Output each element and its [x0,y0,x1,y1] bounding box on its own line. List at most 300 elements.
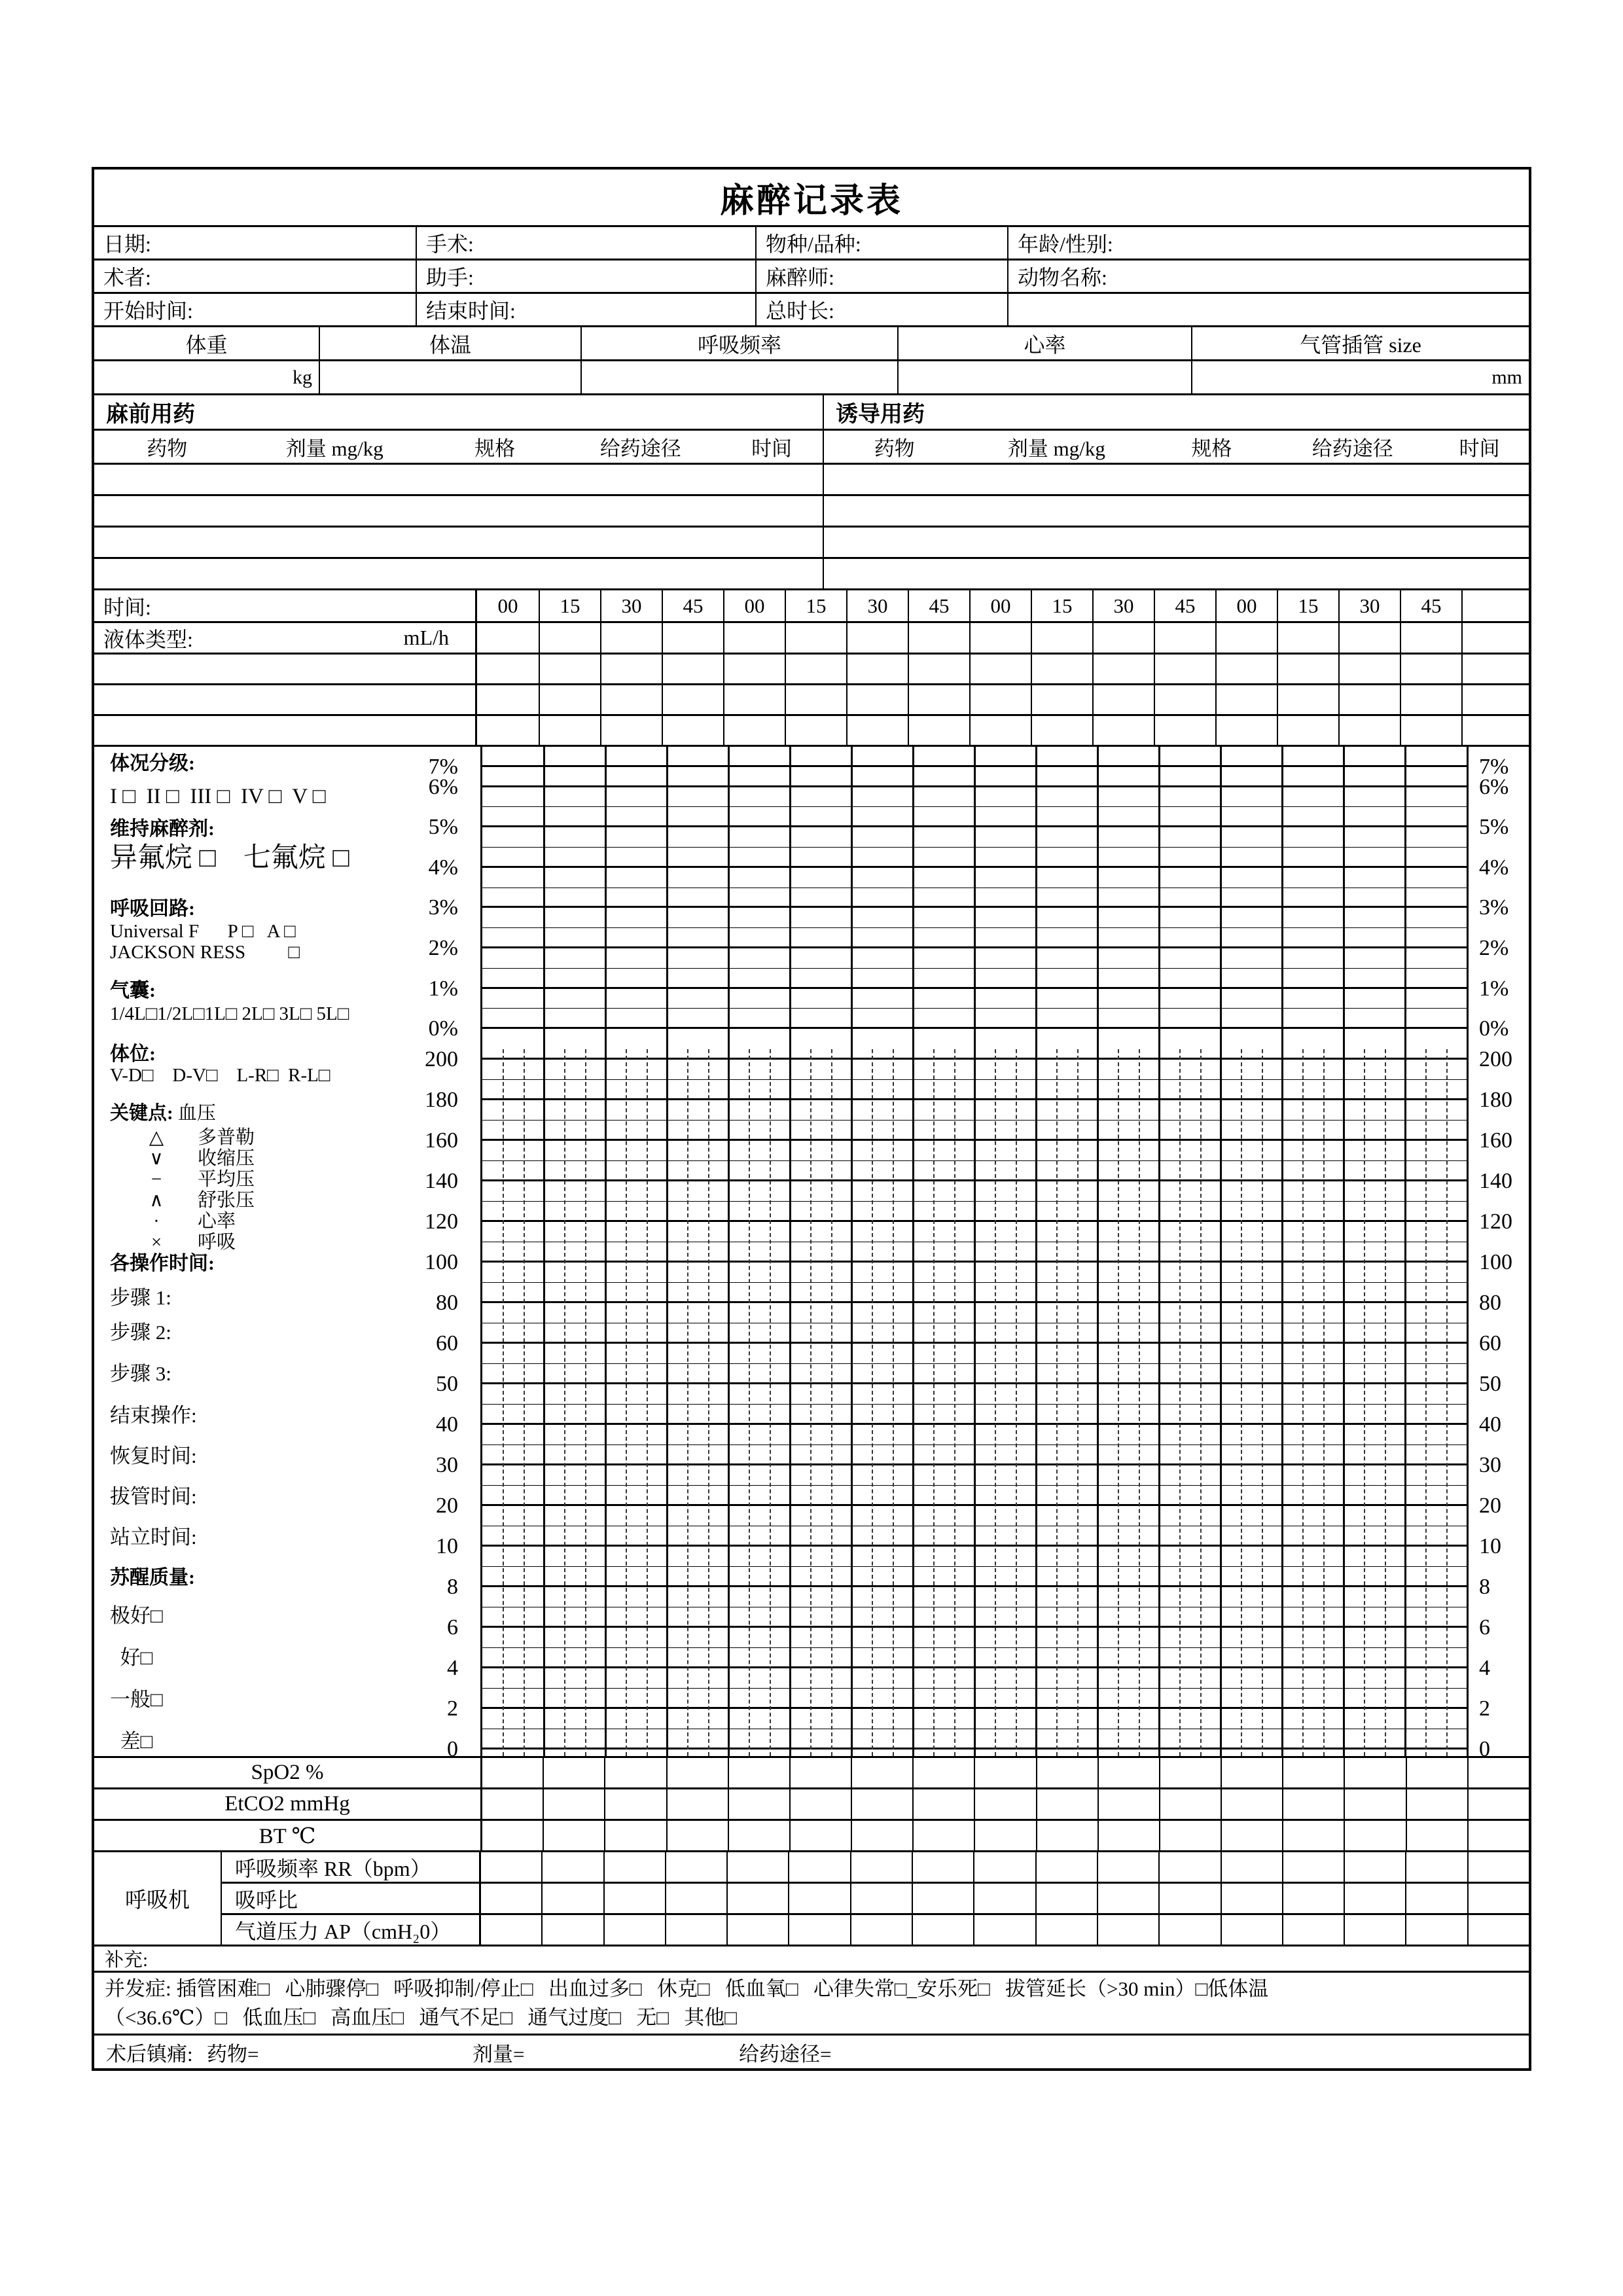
grid-cell [723,716,785,745]
grid-cell [969,655,1031,683]
field-animal-name [1007,260,1529,292]
monitor-cell [541,1852,603,1882]
ventilator-ie-label: 吸呼比 [222,1884,481,1913]
field-end-time-label: 结束时间: [426,299,516,323]
anesthesia-record-form [92,167,1531,2071]
percent-scale-label-left: 3% [428,895,458,920]
monitor-cell [1406,1789,1467,1819]
time-cell: 45 [908,590,969,621]
bp-scale-label-left: 200 [425,1047,458,1071]
grid-cell [1277,685,1338,714]
supplement-row [94,1946,1529,1973]
medication-column-header: 规格 [474,437,516,460]
medication-column-header: 给药途径 [1311,437,1393,460]
time-cell: 45 [1154,590,1215,621]
grid-cell [539,623,600,653]
percent-scale-label-right: 0% [1479,1016,1509,1041]
monitor-cell [1035,1915,1097,1945]
chart-column-line [1158,747,1160,1756]
time-cell: 15 [539,590,600,621]
field-start-time-label: 开始时间: [103,299,193,323]
induction-section-title [824,395,1529,429]
recovery-excellent: 极好□ [110,1604,163,1627]
monitor-cell [666,1821,728,1850]
monitor-cell [1158,1915,1220,1945]
grid-cell [1461,716,1529,745]
monitor-cell [1467,1821,1529,1850]
complications-row [94,1973,1529,2036]
legend-item-diastolic [134,1189,255,1211]
monitor-cell [603,1852,665,1882]
monitor-cell [1282,1915,1344,1945]
five-min-dashed-line [872,1049,873,1756]
fluid-entry-row [94,655,1529,685]
chart-column-line [666,747,668,1756]
monitor-cell [666,1758,728,1787]
field-age-sex-label: 年龄/性别: [1018,232,1113,256]
circuit-label: 呼吸回路: [110,898,195,920]
monitor-cell [1221,1758,1282,1787]
grid-cell [662,716,723,745]
heart-rate-symbol: · [153,1211,160,1232]
field-surgeon-label: 术者: [103,266,151,289]
monitor-cell [481,1884,541,1913]
monitor-cell [1036,1758,1097,1787]
time-cell: 45 [1400,590,1461,621]
premed-entry-cell [94,496,824,526]
grid-cell [969,623,1031,653]
monitor-cell [1097,1884,1158,1913]
fluid-entry-cells [477,685,1529,714]
grid-cell [1215,623,1277,653]
grade-label: 体况分级: [110,753,195,774]
chart-column-line [1097,747,1099,1756]
grid-cell [1031,716,1092,745]
grid-cell [723,623,785,653]
monitor-cell [1221,1884,1282,1913]
five-min-dashed-line [831,1049,832,1756]
medication-column-header: 时间 [751,437,793,460]
induction-entry-cell [824,465,1529,494]
bag-label: 气囊: [110,980,156,1001]
spo2-cells [482,1758,1529,1787]
grid-cell [1092,685,1154,714]
monitor-cell [789,1758,851,1787]
monitor-cell [728,1789,789,1819]
monitor-cell [1467,1852,1529,1882]
five-min-dashed-line [708,1049,709,1756]
grid-cell [846,623,908,653]
vitals-temp-header: 体温 [319,327,580,359]
field-assistant-label: 助手: [426,266,474,289]
info-row-2 [94,260,1529,294]
fluid-type-label: 液体类型: [103,627,193,651]
bag-options: 1/4L□1/2L□1L□ 2L□ 3L□ 5L□ [110,1003,349,1024]
respiration-label: 呼吸 [198,1232,236,1253]
anesthesia-chart [94,747,1529,1761]
analgesia-route-label: 给药途径= [739,2042,832,2066]
ventilator-ie-row [222,1884,1529,1915]
bp-scale-label-right: 200 [1479,1047,1512,1071]
five-min-dashed-line [1179,1049,1181,1756]
monitor-cell [912,1789,974,1819]
time-cell: 45 [662,590,723,621]
monitor-cell [543,1758,604,1787]
time-cell: 15 [1277,590,1338,621]
grid-cell [785,716,846,745]
bp-scale-label-right: 120 [1479,1210,1512,1234]
analgesia-drug-label: 药物= [207,2042,259,2066]
five-min-dashed-line [1446,1049,1448,1756]
monitor-cell [851,1758,912,1787]
field-animal-name-label: 动物名称: [1018,266,1107,289]
fluid-type-row [94,623,1529,655]
mean-symbol: − [151,1169,162,1190]
monitor-cell [1036,1789,1097,1819]
drug-entry-row [94,559,1529,590]
time-cell: 00 [723,590,785,621]
drug-entry-row [94,496,1529,528]
bp-scale-label-right: 100 [1479,1250,1512,1274]
monitor-cell [850,1915,912,1945]
monitor-cell [1282,1789,1344,1819]
five-min-dashed-line [1262,1049,1263,1756]
grid-cell [908,685,969,714]
chart-column-line [851,747,853,1756]
grid-cell [1092,623,1154,653]
ventilator-section [94,1852,1529,1946]
grid-cell [1092,716,1154,745]
chart-column-line [1404,747,1406,1756]
monitor-cell [543,1789,604,1819]
legend-item-systolic [134,1147,255,1170]
vitals-tube-header: 气管插管 size [1191,327,1529,359]
chart-column-line [974,747,976,1756]
grid-cell [1400,685,1461,714]
monitor-cell [912,1758,974,1787]
grid-cell [477,716,539,745]
five-min-dashed-line [893,1049,894,1756]
bp-scale-label-left: 120 [425,1210,458,1234]
grid-cell [1215,655,1277,683]
maintenance-label: 维持麻醉剂: [110,818,215,840]
premed-columns [94,431,824,463]
field-end-time [416,294,755,325]
monitor-cell [1035,1852,1097,1882]
grid-cell [1338,623,1400,653]
etco2-label: EtCO2 mmHg [94,1789,482,1819]
premed-entry-cell [94,528,824,557]
fluid-entry-label [94,716,477,745]
recovery-poor: 差□ [110,1730,153,1753]
monitor-cell [665,1884,726,1913]
induction-title-label: 诱导用药 [836,403,925,427]
percent-scale-label-right: 6% [1479,774,1509,799]
monitor-cell [1405,1852,1467,1882]
five-min-dashed-line [1425,1049,1427,1756]
percent-scale-label-right: 4% [1479,855,1509,880]
fluid-entry-row [94,685,1529,716]
grid-cell [723,655,785,683]
monitor-cell [1159,1789,1221,1819]
legend-title-bold: 关键点: [110,1103,173,1124]
induction-entry-cell [824,559,1529,588]
ventilator-ie-cells [481,1884,1529,1913]
grid-cell [1215,685,1277,714]
title-row [94,170,1529,227]
grid-cell [1277,655,1338,683]
ventilator-ap-cells [481,1915,1529,1945]
chart-column-line [789,747,791,1756]
monitor-cell [1159,1758,1221,1787]
diastolic-label: 舒张压 [198,1190,255,1211]
monitor-cell [1282,1884,1344,1913]
legend-item-heart-rate [134,1210,236,1232]
medication-column-header: 规格 [1191,437,1232,460]
supplement-label: 补充: [105,1950,149,1971]
field-date-label: 日期: [103,232,151,256]
monitor-cell [788,1884,849,1913]
five-min-dashed-line [1200,1049,1202,1756]
percent-scale-label-right: 5% [1479,815,1509,840]
time-cell: 30 [600,590,662,621]
op-step2: 步骤 2: [110,1321,171,1344]
ventilator-rr-label: 呼吸频率 RR（bpm） [222,1852,481,1882]
grid-cell [969,685,1031,714]
bp-scale-label-left: 8 [447,1575,458,1599]
circuit-option-universal: Universal F P □ A □ [110,921,296,942]
grid-cell [846,655,908,683]
monitor-cell [1406,1758,1467,1787]
monitor-cell [604,1821,666,1850]
chart-column-line [1281,747,1283,1756]
legend-item-mean [134,1168,255,1191]
five-min-dashed-line [1364,1049,1365,1756]
bp-scale-label-right: 140 [1479,1169,1512,1193]
time-cell: 30 [1338,590,1400,621]
five-min-dashed-line [933,1049,935,1756]
monitor-cell [543,1821,604,1850]
monitor-cell [1036,1821,1097,1850]
grid-cell [1400,623,1461,653]
monitor-cell [1158,1852,1220,1882]
legend-item-doppler [134,1126,255,1149]
analgesia-dose-label: 剂量= [473,2042,525,2066]
bp-scale-label-left: 50 [436,1372,458,1396]
grid-cell [1154,685,1215,714]
respiration-symbol: × [151,1232,162,1253]
heart-rate-label: 心率 [198,1211,236,1232]
grid-cell [846,716,908,745]
monitor-cell [973,1915,1035,1945]
grid-cell [1031,655,1092,683]
five-min-dashed-line [1077,1049,1079,1756]
monitor-cell [851,1821,912,1850]
spo2-row [94,1758,1529,1789]
bp-scale-label-left: 30 [436,1453,458,1477]
bp-scale-label-right: 50 [1479,1372,1501,1396]
monitor-cell [603,1884,665,1913]
five-min-dashed-line [995,1049,996,1756]
circuit-option-jackson: JACKSON RESS □ [110,942,300,963]
grid-cell [1400,655,1461,683]
grid-cell [1338,716,1400,745]
vitals-rr-header: 呼吸频率 [580,327,897,359]
monitor-cell [728,1821,789,1850]
medication-columns-row [94,431,1529,465]
medication-column-header: 药物 [147,437,188,460]
ops-label: 各操作时间: [110,1253,215,1274]
monitor-cell [726,1915,788,1945]
grid-cell [477,685,539,714]
percent-scale-label-right: 1% [1479,976,1509,1001]
grid-cell [1154,623,1215,653]
chart-column-line [543,747,545,1756]
bp-scale-label-left: 20 [436,1494,458,1518]
monitor-cell [1467,1758,1529,1787]
time-cell: 15 [785,590,846,621]
chart-left-gutter [94,747,482,1761]
bp-scale-label-left: 0 [447,1737,458,1761]
five-min-dashed-line [1016,1049,1017,1756]
five-min-dashed-line [1385,1049,1386,1756]
bt-label: BT ℃ [94,1821,482,1850]
monitor-cell [1406,1821,1467,1850]
grid-cell [1461,685,1529,714]
fluid-rate-unit: mL/h [403,626,449,649]
monitor-cell [1221,1915,1282,1945]
chart-column-line [728,747,730,1756]
grid-cell [662,685,723,714]
premed-entry-cell [94,559,824,588]
legend-subtitle: 血压 [177,1103,216,1124]
grid-cell [1031,623,1092,653]
etco2-cells [482,1789,1529,1819]
doppler-label: 多普勒 [198,1127,255,1148]
monitor-cell [482,1758,543,1787]
induction-entry-cell [824,528,1529,557]
five-min-dashed-line [954,1049,955,1756]
five-min-dashed-line [1302,1049,1304,1756]
five-min-dashed-line [564,1049,565,1756]
postop-analgesia-row [94,2036,1529,2068]
monitor-cell [481,1915,541,1945]
vitals-hr-header: 心率 [897,327,1191,359]
recovery-quality-label: 苏醒质量: [110,1567,195,1588]
monitor-cell [1097,1758,1159,1787]
grid-cell [600,685,662,714]
time-cell-extra [1461,590,1529,621]
monitor-cell [481,1852,541,1882]
op-recovery-time: 恢复时间: [110,1444,197,1467]
legend-item-respiration [134,1231,236,1253]
monitor-cell [788,1915,849,1945]
monitor-cell [1344,1884,1405,1913]
ventilator-ap-label: 气道压力 AP（cmH₂0） [222,1915,481,1945]
vitals-tube-cell [1191,361,1529,393]
medication-column-header: 剂量 mg/kg [285,437,383,460]
grid-cell [785,655,846,683]
vitals-hr-cell [897,361,1191,393]
grid-cell [908,716,969,745]
complications-line-1: 并发症: 插管困难□ 心肺骤停□ 呼吸抑制/停止□ 出血过多□ 休克□ 低血氧□ 心律失常□_安乐死□ 拔管延长（>30 min）□低体温 [105,1977,1269,2000]
grid-cell [1092,655,1154,683]
bp-scale-label-left: 40 [436,1412,458,1437]
grid-cell [662,623,723,653]
percent-scale-label-right: 2% [1479,936,1509,960]
ventilator-rows [222,1852,1529,1945]
five-min-dashed-line [687,1049,688,1756]
monitor-cell [850,1884,912,1913]
monitor-cell [974,1821,1035,1850]
percent-scale-label-left: 5% [428,815,458,840]
grid-cell [662,655,723,683]
monitor-cell [974,1758,1035,1787]
medication-column-header: 时间 [1459,437,1500,460]
bp-scale-label-left: 10 [436,1534,458,1558]
monitor-cell [1097,1821,1159,1850]
vitals-temp-cell [319,361,580,393]
bp-scale-label-right: 20 [1479,1494,1501,1518]
monitor-cell [973,1884,1035,1913]
fluid-label-cell [94,623,477,653]
fluid-entry-label [94,685,477,714]
grade-options: I □ II □ III □ IV □ V □ [110,785,326,808]
position-label: 体位: [110,1043,156,1065]
five-min-dashed-line [503,1049,504,1756]
drug-entry-row [94,465,1529,496]
monitor-cell [541,1915,603,1945]
bp-scale-label-left: 6 [447,1615,458,1640]
bt-row [94,1821,1529,1852]
bp-scale-label-left: 4 [447,1656,458,1680]
monitor-cell [912,1915,973,1945]
maintenance-options: 异氟烷 □ 七氟烷 □ [110,843,349,873]
medication-title-row [94,395,1529,431]
fluid-cells [477,623,1529,653]
five-min-dashed-line [1241,1049,1242,1756]
bp-scale-label-right: 40 [1479,1412,1501,1437]
monitor-cell [1158,1884,1220,1913]
monitor-cell [1467,1884,1529,1913]
analgesia-label: 术后镇痛: [106,2042,193,2066]
fluid-entry-cells [477,655,1529,683]
grid-cell [1461,623,1529,653]
etco2-row [94,1789,1529,1821]
field-species-label: 物种/品种: [766,232,861,256]
bp-scale-label-right: 10 [1479,1534,1501,1558]
monitor-cell [1221,1821,1282,1850]
systolic-label: 收缩压 [198,1148,255,1169]
grid-cell [1031,685,1092,714]
monitor-cell [665,1915,726,1945]
tube-unit: mm [1491,366,1522,388]
complications-line-2: （<36.6℃）□ 低血压□ 高血压□ 通气不足□ 通气过度□ 无□ 其他□ [105,2005,737,2029]
field-total-duration-label: 总时长: [766,299,834,323]
five-min-dashed-line [1118,1049,1119,1756]
diastolic-symbol: ∧ [149,1190,164,1211]
time-cell: 30 [1092,590,1154,621]
grid-cell [539,716,600,745]
vitals-header-row [94,327,1529,361]
monitor-cell [912,1852,973,1882]
chart-column-line [912,747,914,1756]
monitor-cell [666,1789,728,1819]
fluid-entry-label [94,655,477,683]
ventilator-label: 呼吸机 [94,1852,222,1945]
monitor-cell [1344,1852,1405,1882]
monitor-cell [1467,1789,1529,1819]
